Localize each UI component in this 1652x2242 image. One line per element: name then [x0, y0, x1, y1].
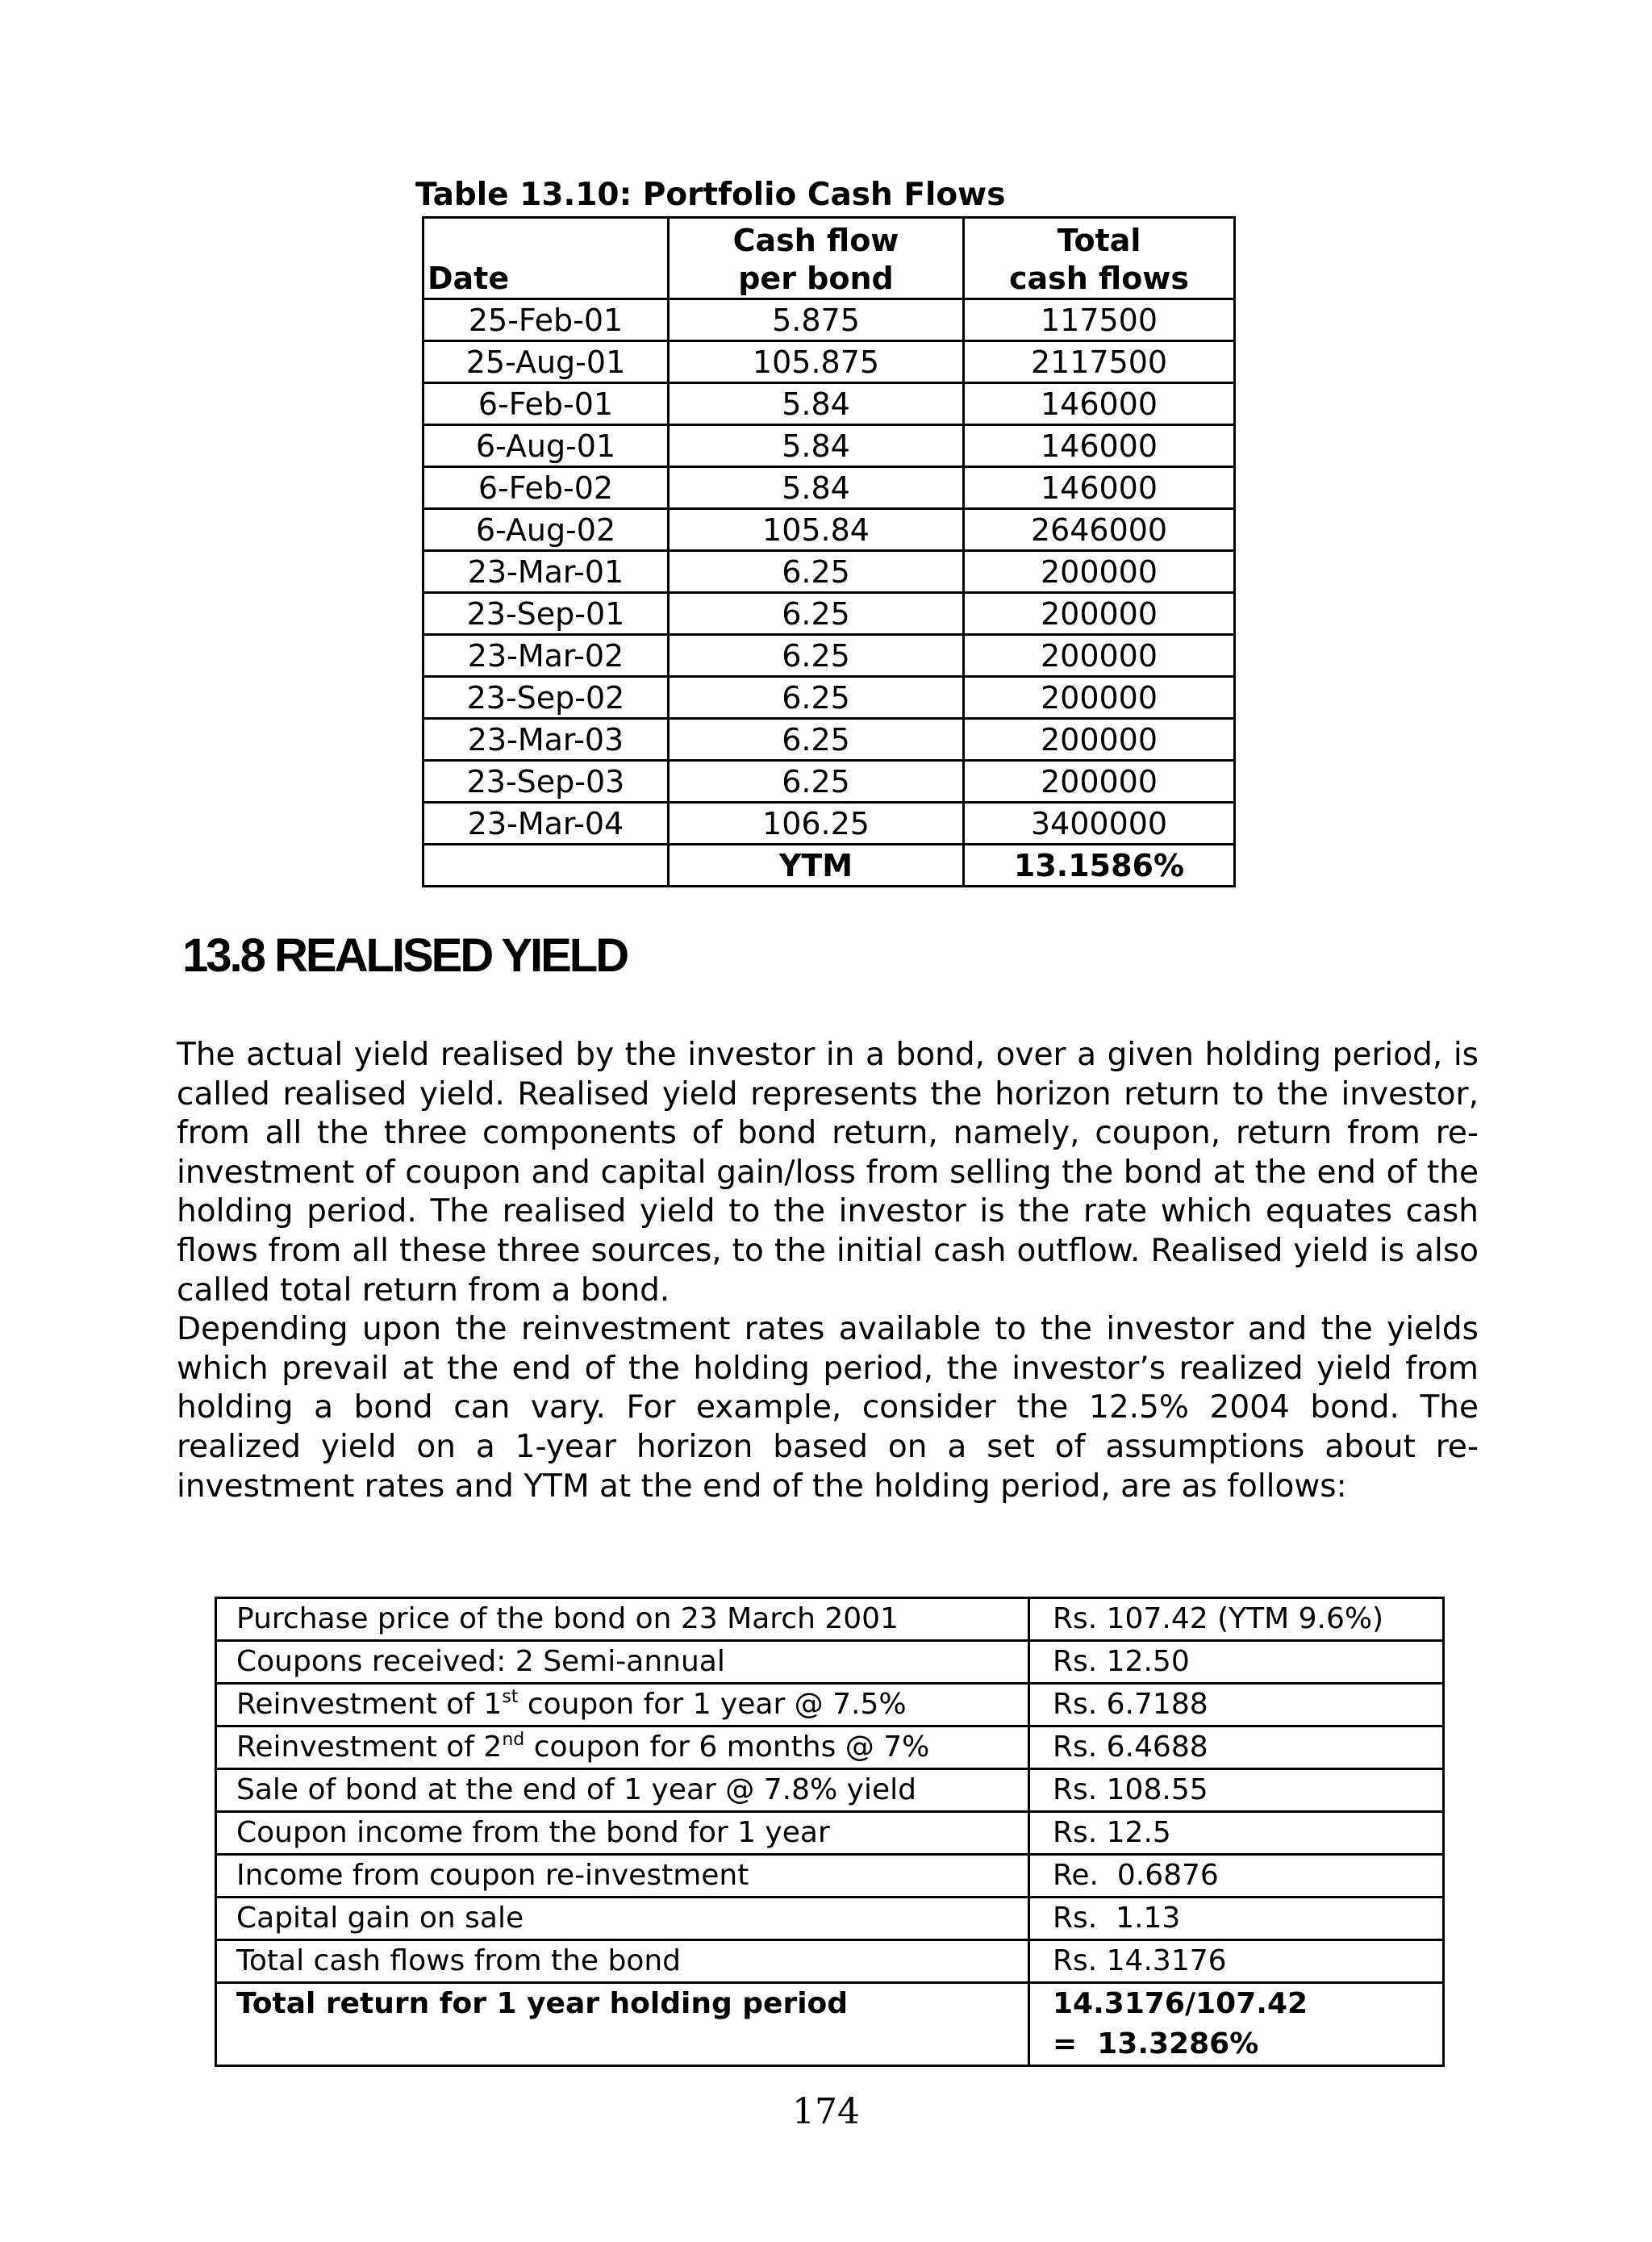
table-row — [423, 425, 1235, 467]
header-date: Date — [423, 218, 669, 299]
empty-cell — [423, 845, 669, 887]
cell-date: 23-Mar-04 — [423, 803, 669, 845]
row-label: Coupon income from the bond for 1 year — [216, 1812, 1029, 1855]
table-row — [423, 635, 1235, 677]
cell-cash-flow: 5.84 — [669, 425, 964, 467]
row-value: Rs. 14.3176 — [1029, 1940, 1444, 1983]
ytm-value: 13.1586% — [964, 845, 1235, 887]
cell-date: 6-Feb-01 — [423, 383, 669, 425]
cell-total: 2646000 — [964, 509, 1235, 551]
cell-date: 25-Feb-01 — [423, 299, 669, 341]
cell-total: 200000 — [964, 719, 1235, 761]
cell-date: 23-Mar-03 — [423, 719, 669, 761]
cell-date: 6-Aug-02 — [423, 509, 669, 551]
cell-date: 23-Sep-02 — [423, 677, 669, 719]
table-row — [423, 467, 1235, 509]
cell-cash-flow: 105.875 — [669, 341, 964, 383]
cell-total: 146000 — [964, 425, 1235, 467]
table-row — [216, 1726, 1444, 1769]
cell-total: 117500 — [964, 299, 1235, 341]
table-row — [216, 1598, 1444, 1641]
table-row — [216, 1684, 1444, 1726]
table-row — [423, 677, 1235, 719]
table-row — [423, 299, 1235, 341]
row-value: Re. 0.6876 — [1029, 1855, 1444, 1898]
cell-date: 23-Mar-02 — [423, 635, 669, 677]
table-row — [216, 1940, 1444, 1983]
table-caption: Table 13.10: Portfolio Cash Flows — [415, 177, 1006, 213]
table-row — [423, 341, 1235, 383]
cell-total: 200000 — [964, 551, 1235, 593]
row-label: Capital gain on sale — [216, 1898, 1029, 1940]
body-text — [177, 1036, 1479, 1506]
row-value: Rs. 6.4688 — [1029, 1726, 1444, 1769]
row-value: Rs. 6.7188 — [1029, 1684, 1444, 1726]
cell-cash-flow: 5.84 — [669, 467, 964, 509]
header-cash-flow-per-bond: Cash flow per bond — [669, 218, 964, 299]
row-label: Reinvestment of 1st coupon for 1 year @ 7.5% — [216, 1684, 1029, 1726]
header-total-cash-flows: Total cash flows — [964, 218, 1235, 299]
cell-total: 200000 — [964, 593, 1235, 635]
table-row — [423, 719, 1235, 761]
cell-date: 23-Sep-01 — [423, 593, 669, 635]
paragraph: Depending upon the reinvestment rates available to the investor and the yields which prevail at the end of the holding period, the investor’s realized yield from holding a bond can vary. For example, consider the 12.5% 2004 bond. The realized yield on a 1-year horizon based on a set of assumptions about re-investment rates and YTM at the end of the holding period, are as follows: — [177, 1311, 1479, 1505]
table-row — [216, 1641, 1444, 1684]
cell-total: 146000 — [964, 467, 1235, 509]
total-return-row — [216, 1983, 1444, 2066]
ytm-row — [423, 845, 1235, 887]
cell-total: 3400000 — [964, 803, 1235, 845]
cell-cash-flow: 106.25 — [669, 803, 964, 845]
cell-date: 23-Sep-03 — [423, 761, 669, 803]
cell-cash-flow: 5.84 — [669, 383, 964, 425]
table-row — [423, 551, 1235, 593]
realised-yield-table — [215, 1597, 1445, 2067]
row-label: Sale of bond at the end of 1 year @ 7.8% yield — [216, 1769, 1029, 1812]
cell-cash-flow: 105.84 — [669, 509, 964, 551]
table-row — [423, 383, 1235, 425]
cell-cash-flow: 6.25 — [669, 593, 964, 635]
cell-total: 2117500 — [964, 341, 1235, 383]
table-row — [216, 1769, 1444, 1812]
row-label: Purchase price of the bond on 23 March 2001 — [216, 1598, 1029, 1641]
cell-date: 6-Feb-02 — [423, 467, 669, 509]
cell-date: 23-Mar-01 — [423, 551, 669, 593]
row-value: Rs. 108.55 — [1029, 1769, 1444, 1812]
cell-cash-flow: 5.875 — [669, 299, 964, 341]
table-row — [423, 761, 1235, 803]
total-return-value: 14.3176/107.42 = 13.3286% — [1029, 1983, 1444, 2066]
cell-cash-flow: 6.25 — [669, 719, 964, 761]
row-label: Reinvestment of 2nd coupon for 6 months @ 7% — [216, 1726, 1029, 1769]
table-row — [216, 1855, 1444, 1898]
cell-date: 25-Aug-01 — [423, 341, 669, 383]
table-header-row — [423, 218, 1235, 299]
cell-total: 200000 — [964, 677, 1235, 719]
portfolio-cash-flows-table — [422, 216, 1236, 887]
row-label: Coupons received: 2 Semi-annual — [216, 1641, 1029, 1684]
cell-total: 200000 — [964, 761, 1235, 803]
row-value: Rs. 1.13 — [1029, 1898, 1444, 1940]
cell-cash-flow: 6.25 — [669, 551, 964, 593]
table-row — [423, 593, 1235, 635]
table-row — [423, 509, 1235, 551]
cell-total: 200000 — [964, 635, 1235, 677]
row-value: Rs. 12.5 — [1029, 1812, 1444, 1855]
cell-cash-flow: 6.25 — [669, 677, 964, 719]
cell-cash-flow: 6.25 — [669, 761, 964, 803]
cell-cash-flow: 6.25 — [669, 635, 964, 677]
cell-date: 6-Aug-01 — [423, 425, 669, 467]
table-row — [423, 803, 1235, 845]
cell-total: 146000 — [964, 383, 1235, 425]
row-label: Income from coupon re-investment — [216, 1855, 1029, 1898]
paragraph: The actual yield realised by the investor in a bond, over a given holding period, is called realised yield. Realised yield represents the horizon return to the investor, from all the three components of bond return, namely, coupon, return from re-investment of coupon and capital gain/loss from selling the bond at the end of the holding period. The realised yield to the investor is the rate which equates cash flows from all these three sources, to the initial cash outflow. Realised yield is also called total return from a bond. — [177, 1037, 1479, 1309]
row-value: Rs. 107.42 (YTM 9.6%) — [1029, 1598, 1444, 1641]
row-label: Total cash flows from the bond — [216, 1940, 1029, 1983]
total-return-label: Total return for 1 year holding period — [216, 1983, 1029, 2066]
table-row — [216, 1812, 1444, 1855]
section-heading: 13.8 REALISED YIELD — [182, 929, 628, 982]
row-value: Rs. 12.50 — [1029, 1641, 1444, 1684]
page-number: 174 — [792, 2091, 860, 2132]
table-row — [216, 1898, 1444, 1940]
ytm-label: YTM — [669, 845, 964, 887]
